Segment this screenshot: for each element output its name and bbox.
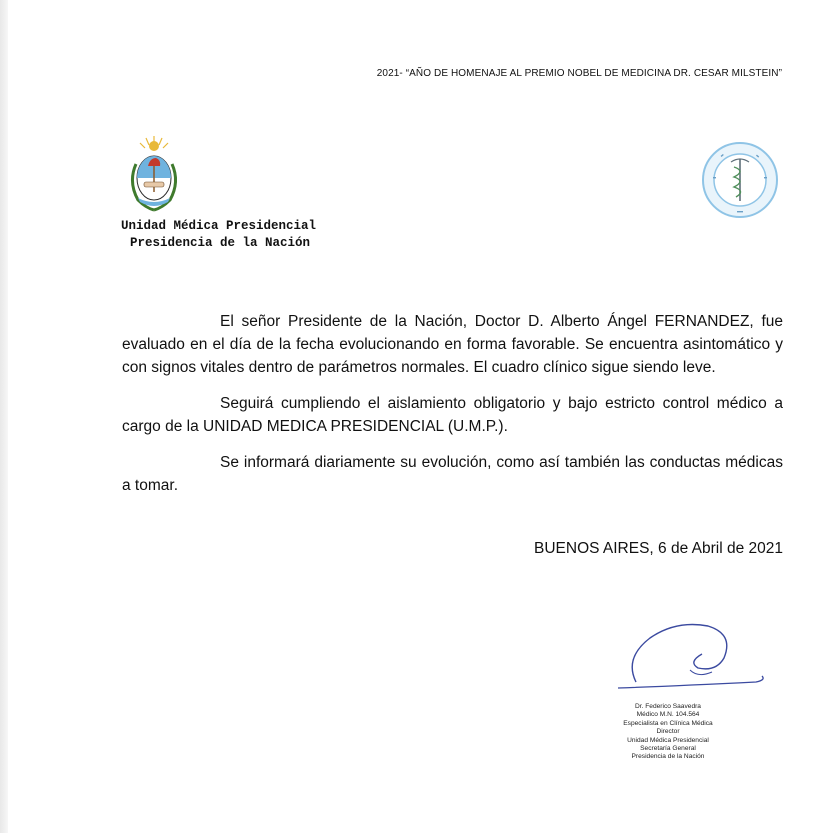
report-paragraph: Se informará diariamente su evolución, como así también las conductas médicas a tomar. <box>122 454 783 494</box>
signer-role: Director <box>656 728 680 736</box>
report-paragraph: El señor Presidente de la Nación, Doctor D. Alberto Ángel FERNANDEZ, fue evaluado en el día de la fecha evolucionando en forma favorable. Se encuentra asintomático y con signos vitales dentro de parámetros normales. El cuadro clínico sigue siendo leve. <box>122 313 783 376</box>
signer-office: Secretaría General <box>640 745 696 753</box>
institution-unit-name: Unidad Médica Presidencial <box>121 219 317 233</box>
ump-caduceus-seal-icon <box>701 141 779 219</box>
place-and-date: BUENOS AIRES, 6 de Abril de 2021 <box>534 540 783 557</box>
institution-presidency-name: Presidencia de la Nación <box>130 236 311 250</box>
medical-report-body <box>122 310 783 510</box>
institution-header <box>121 218 316 252</box>
signer-institution: Presidencia de la Nación <box>631 753 705 761</box>
signer-license: Médico M.N. 104.564 <box>636 711 700 719</box>
signer-specialty: Especialista en Clínica Médica <box>623 719 713 727</box>
handwritten-signature <box>606 612 776 702</box>
report-paragraph: Seguirá cumpliendo el aislamiento obligatorio y bajo estricto control médico a cargo de la UNIDAD MEDICA PRESIDENCIAL (U.M.P.). <box>122 395 783 435</box>
signer-unit: Unidad Médica Presidencial <box>627 736 709 744</box>
signer-name: Dr. Federico Saavedra <box>635 703 701 710</box>
coat-of-arms-argentina-icon <box>126 134 182 212</box>
page-left-edge <box>0 0 8 833</box>
signer-stamp <box>598 703 738 762</box>
year-dedication-header: 2021- “AÑO DE HOMENAJE AL PREMIO NOBEL DE MEDICINA DR. CESAR MILSTEIN” <box>376 68 782 79</box>
